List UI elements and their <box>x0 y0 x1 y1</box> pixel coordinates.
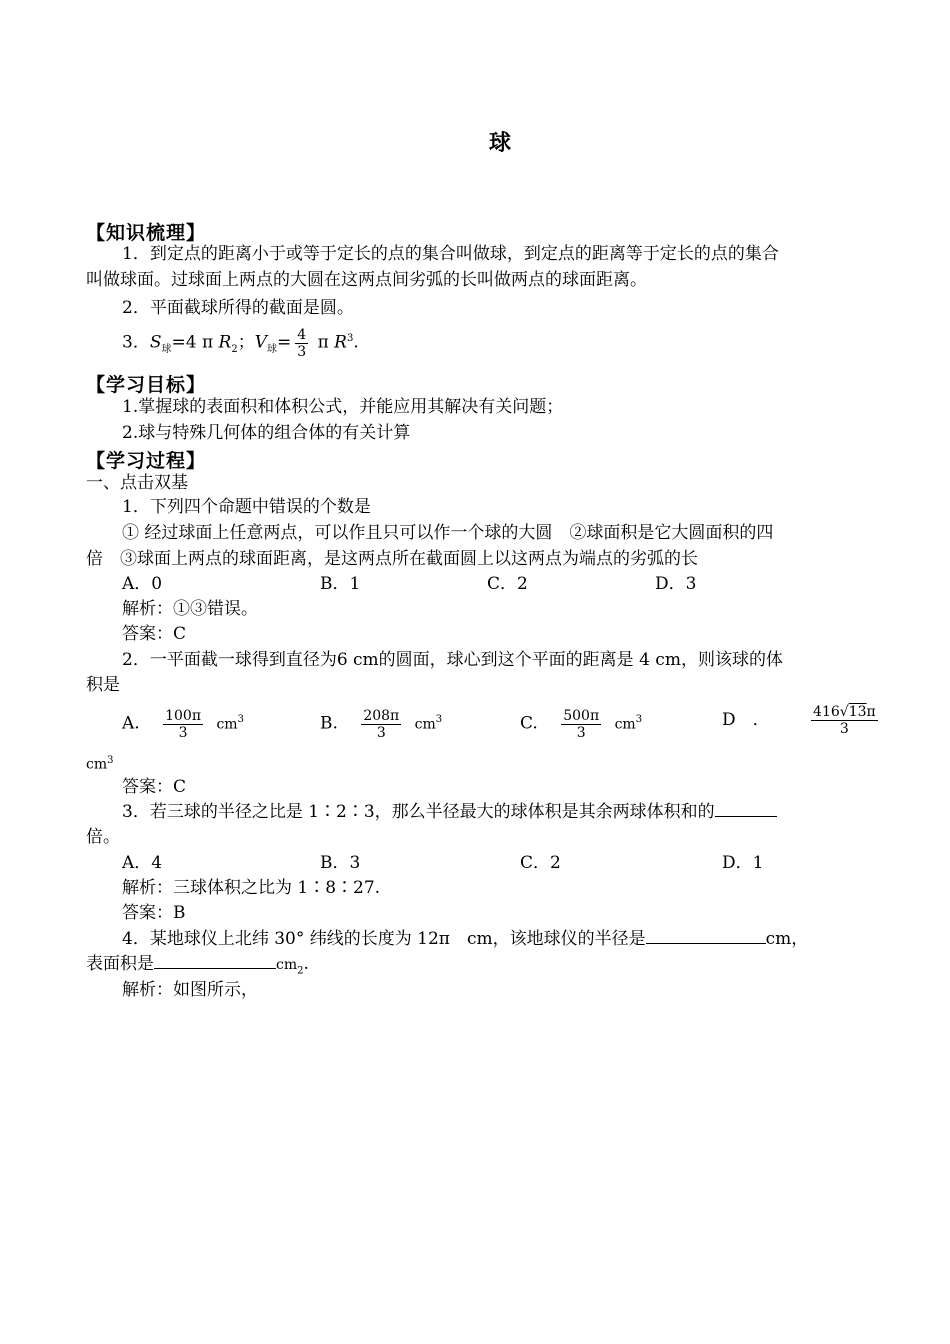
q1-analysis: 解析：①③错误。 <box>122 599 258 619</box>
question-4: 4．某地球仪上北纬 30° 纬线的长度为 12π cm，该地球仪的半径是 cm， <box>122 929 809 949</box>
goal-item-2: 2.球与特殊几何体的组合体的有关计算 <box>122 423 411 443</box>
q1-option-b: B．1 <box>320 574 361 594</box>
question-1-statements-cont: 倍 ③球面上两点的球面距离，是这两点所在截面圆上以这两点为端点的劣弧的长 <box>86 549 698 569</box>
q2-option-b: B. $\frac{208\pi}{3}$ $cm^3$ <box>320 707 443 741</box>
question-3-cont: 倍。 <box>86 827 120 847</box>
question-2-cont: 积是 <box>86 675 120 695</box>
q1-answer: 答案：C <box>122 624 187 644</box>
goal-item-1: 1.掌握球的表面积和体积公式，并能应用其解决有关问题； <box>122 397 564 417</box>
q2-answer: 答案：C <box>122 777 187 797</box>
section-heading-goals: 【学习目标】 <box>86 374 207 396</box>
q3-option-b: B．3 <box>320 853 361 873</box>
question-1-statements: ① 经过球面上任意两点，可以作且只可以作一个球的大圆 ②球面积是它大圆面积的四 <box>122 523 774 543</box>
q2-option-c: C. $\frac{500\pi}{3}$ $cm^3$ <box>520 707 643 741</box>
q1-option-c: C．2 <box>487 574 528 594</box>
q2-option-a-fraction: $\frac{100\pi}{3}$ <box>165 707 202 741</box>
q2-option-a: A. $\frac{100\pi}{3}$ $cm^3$ <box>122 707 244 741</box>
part-heading: 一、点击双基 <box>86 473 188 493</box>
question-4-cont: 表面积是 $cm_2$. <box>86 954 309 977</box>
q3-option-c: C．2 <box>520 853 561 873</box>
q2-option-d-fraction: $\frac{416√13\pi}{3}$ <box>813 704 876 737</box>
knowledge-item-3-formula: 3．$S_球=4$ π $R_2$；$V_球=$ $\frac{4}{3}$ π $R^3$. <box>122 326 359 360</box>
q3-option-a: A．4 <box>122 853 163 873</box>
q2-option-d-unit: $cm^3$ <box>86 755 114 773</box>
question-2: 2．一平面截一球得到直径为6 cm的圆面，球心到这个平面的距离是 4 cm，则该球的体 <box>122 650 783 670</box>
page-title: 球 <box>488 131 511 156</box>
q4-analysis: 解析：如图所示， <box>122 980 258 1000</box>
q1-option-a: A．0 <box>122 574 163 594</box>
q3-analysis: 解析：三球体积之比为 1∶8∶27. <box>122 878 381 898</box>
q4-radius-blank[interactable] <box>646 929 766 944</box>
knowledge-item-1: 1．到定点的距离小于或等于定长的点的集合叫做球，到定点的距离等于定长的点的集合 <box>122 244 779 264</box>
q3-answer: 答案：B <box>122 903 186 923</box>
q3-answer-blank[interactable] <box>715 802 777 817</box>
section-heading-process: 【学习过程】 <box>86 450 207 472</box>
q2-option-c-fraction: $\frac{500\pi}{3}$ <box>563 707 600 741</box>
knowledge-item-1-cont: 叫做球面。过球面上两点的大圆在这两点间劣弧的长叫做两点的球面距离。 <box>86 270 647 290</box>
knowledge-item-2: 2．平面截球所得的截面是圆。 <box>122 298 354 318</box>
q4-area-blank[interactable] <box>154 954 276 969</box>
fraction-four-thirds: $\frac{4}{3}$ <box>297 326 307 360</box>
question-1: 1．下列四个命题中错误的个数是 <box>122 497 371 517</box>
q1-option-d: D．3 <box>655 574 697 594</box>
q2-option-b-fraction: $\frac{208\pi}{3}$ <box>363 707 400 741</box>
q2-option-d: D ． $\frac{416√13\pi}{3}$ <box>722 704 876 737</box>
question-3: 3．若三球的半径之比是 1∶2∶3，那么半径最大的球体积是其余两球体积和的 <box>122 801 777 823</box>
q3-option-d: D．1 <box>722 853 764 873</box>
section-heading-knowledge: 【知识梳理】 <box>86 222 207 244</box>
